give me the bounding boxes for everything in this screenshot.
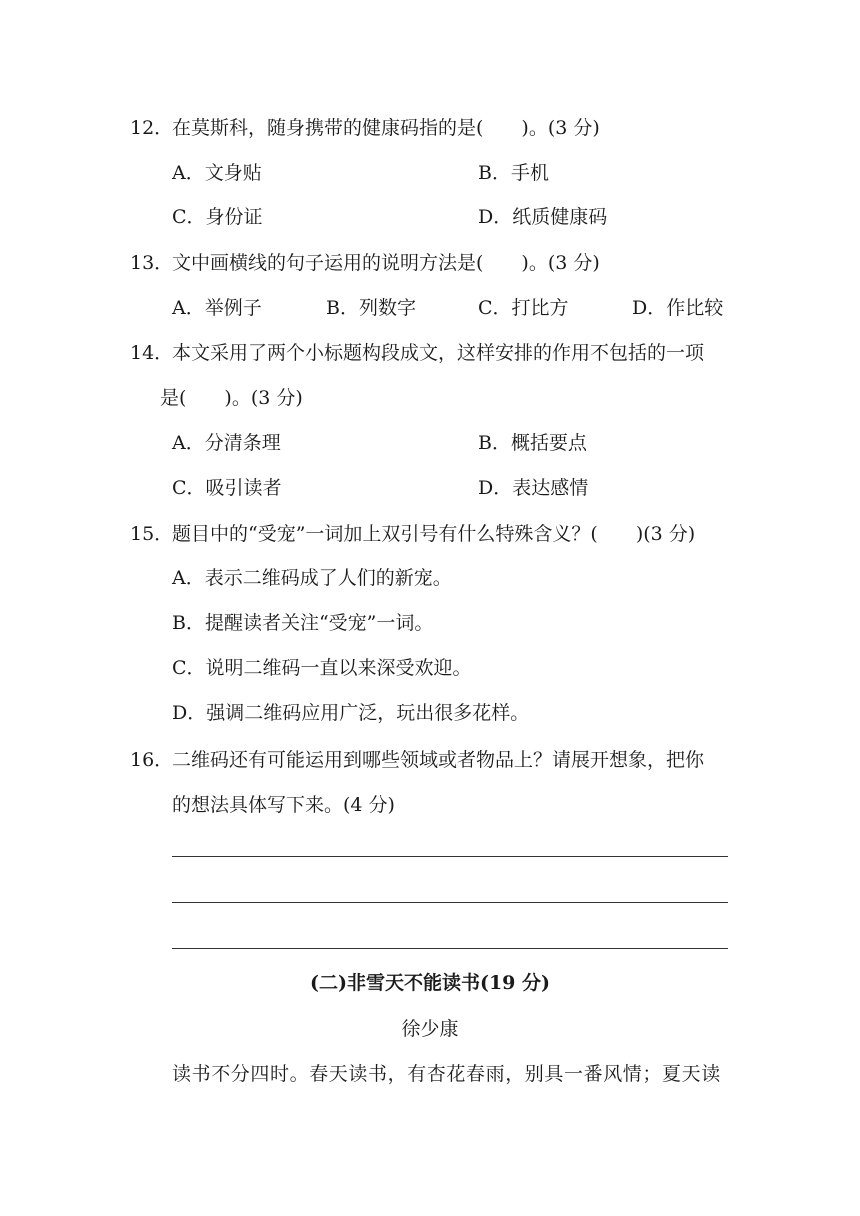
q13-option-a: A．举例子: [172, 297, 262, 319]
q14-option-c: C．吸引读者: [172, 477, 282, 499]
q15-option-d: D．强调二维码应用广泛，玩出很多花样。: [172, 702, 530, 724]
question-number: 13．: [130, 252, 174, 274]
q14-option-b: B．概括要点: [478, 432, 587, 454]
author: 徐少康: [401, 1018, 459, 1040]
question-14-stem-cont: 是( )。(3 分): [160, 387, 303, 409]
q13-option-b: B．列数字: [326, 297, 416, 319]
question-13-stem: 13．文中画横线的句子运用的说明方法是( )。(3 分): [130, 252, 600, 274]
section-title: (二)非雪天不能读书(19 分): [309, 972, 550, 994]
answer-line[interactable]: [172, 856, 728, 857]
question-number: 16．: [130, 749, 174, 771]
q13-option-d: D．作比较: [632, 297, 724, 319]
q15-option-a: A．表示二维码成了人们的新宠。: [172, 567, 452, 589]
q13-option-c: C．打比方: [478, 297, 569, 319]
q12-option-d: D．纸质健康码: [478, 206, 608, 228]
q12-option-b: B．手机: [478, 162, 549, 184]
q14-option-a: A．分清条理: [172, 432, 281, 454]
question-number: 15．: [130, 523, 174, 545]
question-number: 12．: [130, 117, 174, 139]
question-16-stem: 16．二维码还有可能运用到哪些领域或者物品上？请展开想象，把你: [130, 749, 705, 771]
question-14-stem: 14．本文采用了两个小标题构段成文，这样安排的作用不包括的一项: [130, 342, 705, 364]
q14-option-d: D．表达感情: [478, 477, 589, 499]
q15-option-c: C．说明二维码一直以来深受欢迎。: [172, 657, 472, 679]
question-15-stem: 15．题目中的“受宠”一词加上双引号有什么特殊含义？( )(3 分): [130, 523, 696, 545]
q15-option-b: B．提醒读者关注“受宠”一词。: [172, 612, 434, 634]
q12-option-a: A．文身贴: [172, 162, 262, 184]
question-number: 14．: [130, 342, 174, 364]
question-12-stem: 12．在莫斯科，随身携带的健康码指的是( )。(3 分): [130, 117, 600, 139]
passage-first-line: 读书不分四时。春天读书，有杏花春雨，别具一番风情；夏天读: [172, 1063, 721, 1085]
question-16-stem-cont: 的想法具体写下来。(4 分): [172, 794, 395, 816]
q12-option-c: C．身份证: [172, 206, 263, 228]
answer-line[interactable]: [172, 902, 728, 903]
answer-line[interactable]: [172, 948, 728, 949]
